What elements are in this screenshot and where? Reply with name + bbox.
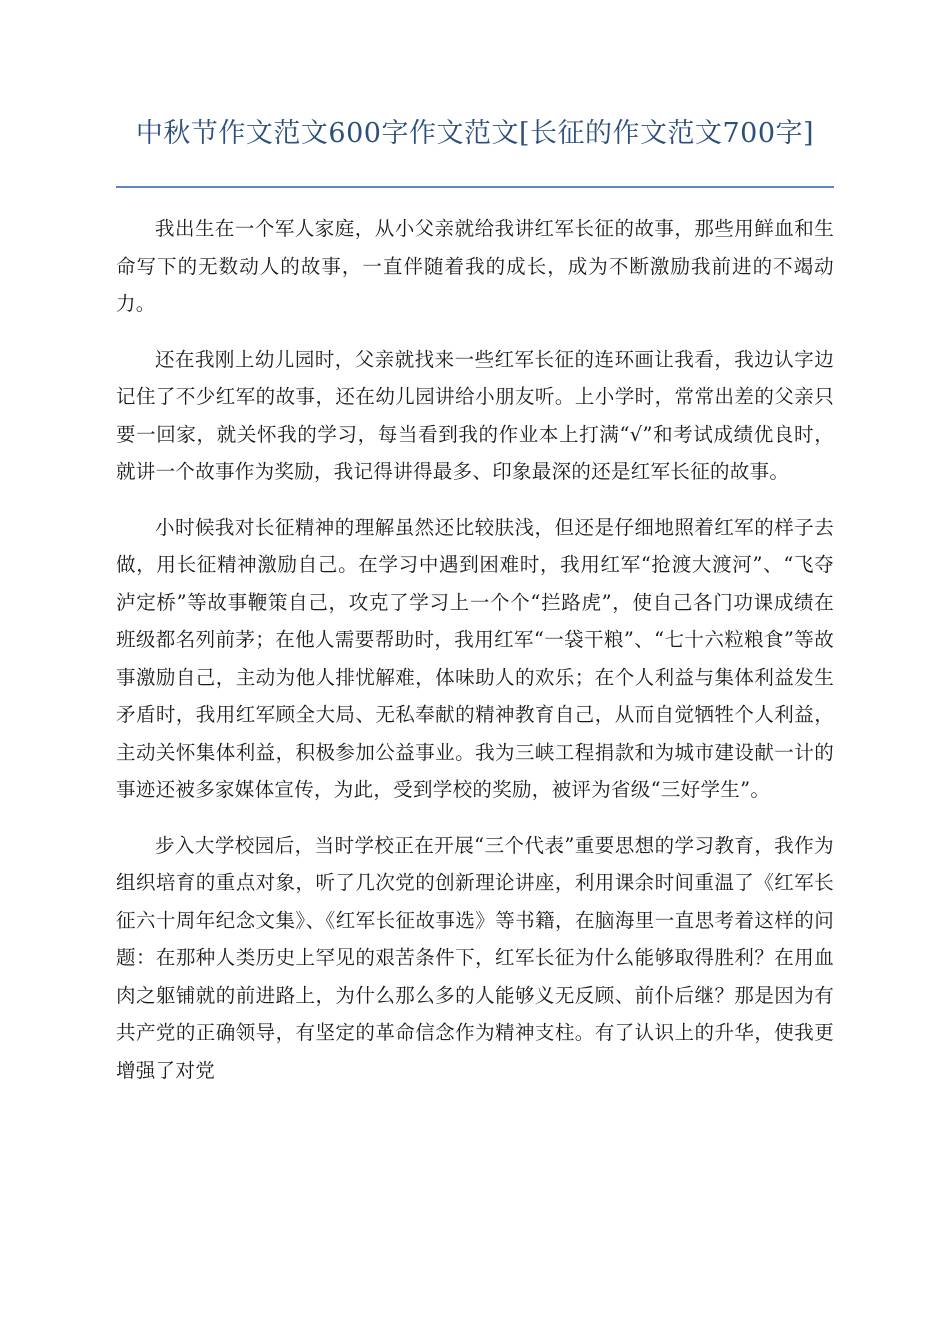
paragraph-1: 我出生在一个军人家庭，从小父亲就给我讲红军长征的故事，那些用鲜血和生命写下的无数动人的故事，一直伴随着我的成长，成为不断激励我前进的不竭动力。 [116, 217, 834, 315]
paragraph-4: 步入大学校园后，当时学校正在开展“三个代表”重要思想的学习教育，我作为组织培育的重点对象，听了几次党的创新理论讲座，利用课余时间重温了《红军长征六十周年纪念文集》、《红军长征故事选》等书籍，在脑海里一直思考着这样的问题：在那种人类历史上罕见的艰苦条件下，红军长征为什么能够取得胜利？在用血肉之躯铺就的前进路上，为什么那么多的人能够义无反顾、前仆后继？那是因为有共产党的正确领导，有坚定的革命信念作为精神支柱。有了认识上的升华，使我更增强了对党 [116, 833, 834, 1082]
paragraph-2: 还在我刚上幼儿园时，父亲就找来一些红军长征的连环画让我看，我边认字边记住了不少红军的故事，还在幼儿园讲给小朋友听。上小学时，常常出差的父亲只要一回家，就关怀我的学习，每当看到我的作业本上打满“√”和考试成绩优良时，就讲一个故事作为奖励，我记得讲得最多、印象最深的还是红军长征的故事。 [116, 347, 834, 483]
document-title: 中秋节作文范文600字作文范文[长征的作文范文700字] [135, 118, 815, 149]
paragraph-3: 小时候我对长征精神的理解虽然还比较肤浅，但还是仔细地照着红军的样子去做，用长征精神激励自己。在学习中遇到困难时，我用红军“抢渡大渡河”、“飞夺泸定桥”等故事鞭策自己，攻克了学习上一个个“拦路虎”，使自己各门功课成绩在班级都名列前茅；在他人需要帮助时，我用红军“一袋干粮”、“七十六粒粮食”等故事激励自己，主动为他人排忧解难，体味助人的欢乐；在个人利益与集体利益发生矛盾时，我用红军顾全大局、无私奉献的精神教育自己，从而自觉牺牲个人利益，主动关怀集体利益，积极参加公益事业。我为三峡工程捐款和为城市建设献一计的事迹还被多家媒体宣传，为此，受到学校的奖励，被评为省级“三好学生”。 [116, 515, 834, 801]
title-divider [116, 186, 834, 188]
document-body [116, 210, 834, 1107]
